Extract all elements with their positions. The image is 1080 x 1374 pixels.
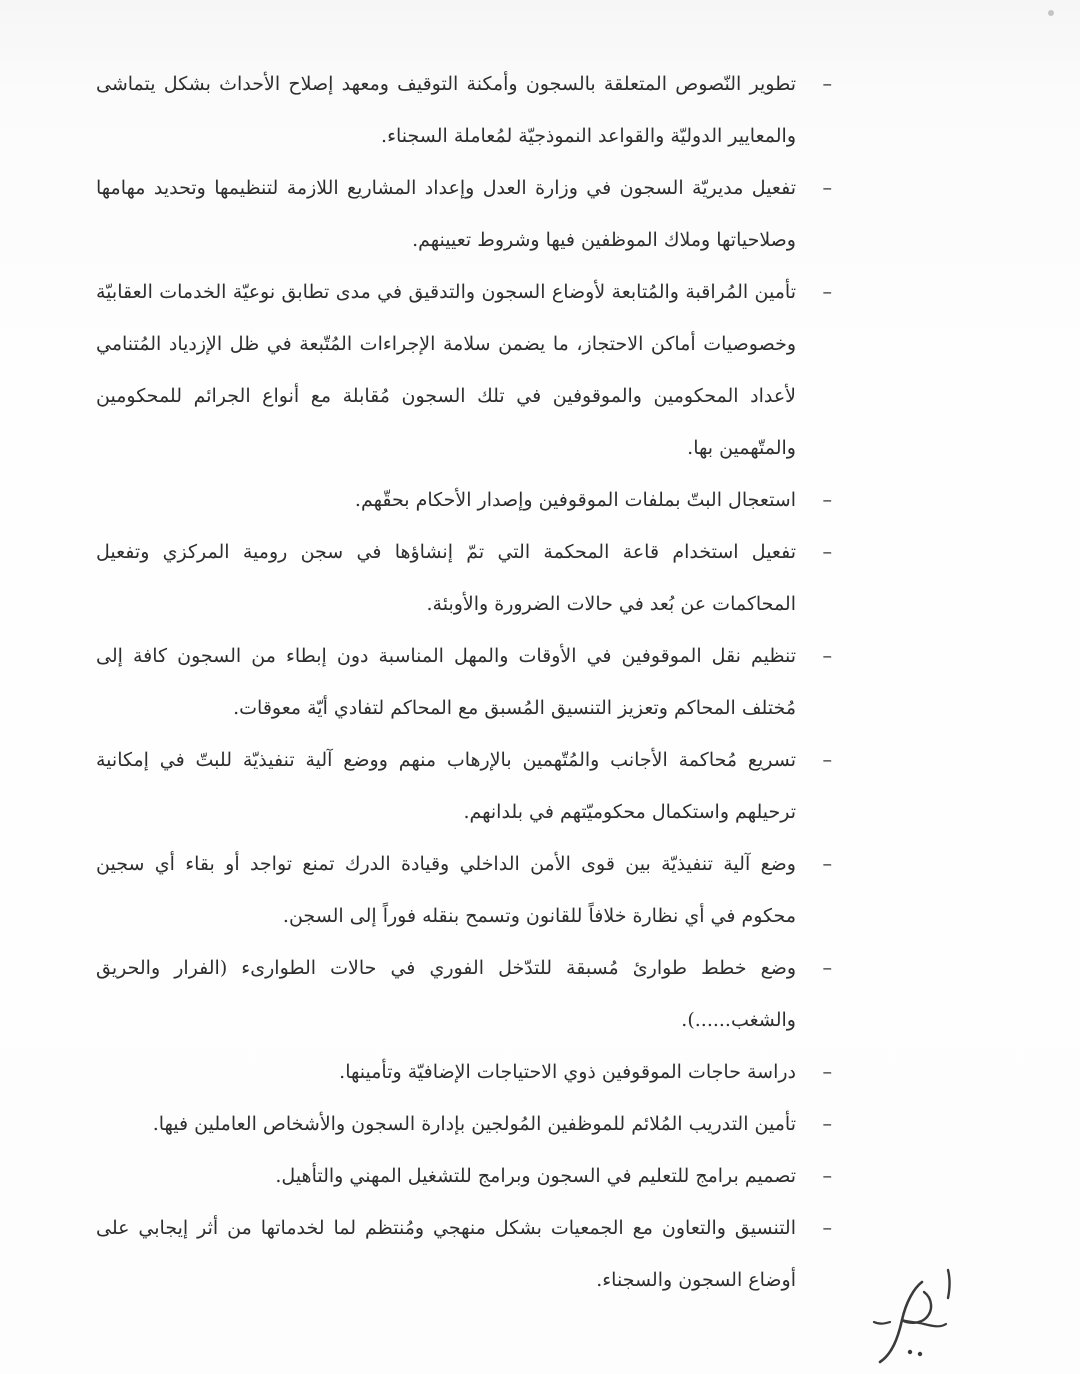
list-item-text: وضع خطط طوارئ مُسبقة للتدّخل الفوري في حالات الطوارىء (الفرار والحريق والشغب......). — [96, 957, 796, 1031]
list-item — [96, 1150, 832, 1202]
list-item — [96, 1098, 832, 1150]
bullet-dash: – — [822, 73, 832, 95]
bullet-dash: – — [822, 853, 832, 875]
bullet-dash: – — [822, 957, 832, 979]
bullet-dash: – — [822, 281, 832, 303]
bullet-dash: – — [822, 1165, 832, 1187]
handwritten-signature — [862, 1262, 958, 1370]
bullet-dash: – — [822, 749, 832, 771]
recommendations-list — [96, 58, 832, 1306]
bullet-dash: – — [822, 489, 832, 511]
list-item-text: التنسيق والتعاون مع الجمعيات بشكل منهجي ومُنتظم لما لخدماتها من أثر إيجابي على أوضاع السجون والسجناء. — [96, 1217, 796, 1291]
list-item-text: استعجال البتّ بملفات الموقوفين وإصدار الأحكام بحقّهم. — [354, 489, 796, 511]
list-item — [96, 838, 832, 942]
list-item-text: تأمين المُراقبة والمُتابعة لأوضاع السجون والتدقيق في مدى تطابق نوعيّة الخدمات العقابيّة وخصوصيات أماكن الاحتجاز، ما يضمن سلامة الإجراءات المُتّبعة في ظل الإزدياد المُتنامي لأعداد المحكومين والموقوفين في تلك السجون مُقابلة مع أنواع الجرائم للمحكومين والمتّهمين بها. — [96, 281, 796, 459]
list-item-text: تفعيل استخدام قاعة المحكمة التي تمّ إنشاؤها في سجن رومية المركزي وتفعيل المحاكمات عن بُعد في حالات الضرورة والأوبئة. — [96, 541, 796, 615]
bullet-dash: – — [822, 1113, 832, 1135]
list-item — [96, 162, 832, 266]
list-item — [96, 474, 832, 526]
list-item-text: تطوير النّصوص المتعلقة بالسجون وأمكنة التوقيف ومعهد إصلاح الأحداث بشكل يتماشى والمعايير الدوليّة والقواعد النموذجيّة لمُعاملة السجناء. — [96, 73, 796, 147]
bullet-dash: – — [822, 1217, 832, 1239]
list-item-text: وضع آلية تنفيذيّة بين قوى الأمن الداخلي وقيادة الدرك تمنع تواجد أو بقاء أي سجين محكوم في أي نظارة خلافاً للقانون وتسمح بنقله فوراً إلى السجن. — [96, 853, 796, 927]
list-item-text: تفعيل مديريّة السجون في وزارة العدل وإعداد المشاريع اللازمة لتنظيمها وتحديد مهامها وصلاحياتها وملاك الموظفين فيها وشروط تعيينهم. — [96, 177, 796, 251]
list-item — [96, 1202, 832, 1306]
list-item-text: تأمين التدريب المُلائم للموظفين المُولجين بإدارة السجون والأشخاص العاملين فيها. — [152, 1113, 796, 1135]
list-item — [96, 1046, 832, 1098]
list-item — [96, 526, 832, 630]
bullet-dash: – — [822, 1061, 832, 1083]
list-item-text: تصميم برامج للتعليم في السجون وبرامج للتشغيل المهني والتأهيل. — [275, 1165, 796, 1187]
bullet-dash: – — [822, 541, 832, 563]
list-item — [96, 942, 832, 1046]
list-item — [96, 630, 832, 734]
bullet-dash: – — [822, 645, 832, 667]
list-item-text: تسريع مُحاكمة الأجانب والمُتّهمين بالإرهاب منهم ووضع آلية تنفيذيّة للبتّ في إمكانية ترحيلهم واستكمال محكوميّتهم في بلدانهم. — [96, 749, 796, 823]
bullet-dash: – — [822, 177, 832, 199]
list-item-text: دراسة حاجات الموقوفين ذوي الاحتياجات الإضافيّة وتأمينها. — [339, 1061, 796, 1083]
list-item — [96, 734, 832, 838]
list-item-text: تنظيم نقل الموقوفين في الأوقات والمهل المناسبة دون إبطاء من السجون كافة إلى مُختلف المحاكم وتعزيز التنسيق المُسبق مع المحاكم لتفادي أيّة معوقات. — [96, 645, 796, 719]
list-item — [96, 58, 832, 162]
list-item — [96, 266, 832, 474]
scan-speck — [1048, 10, 1054, 16]
